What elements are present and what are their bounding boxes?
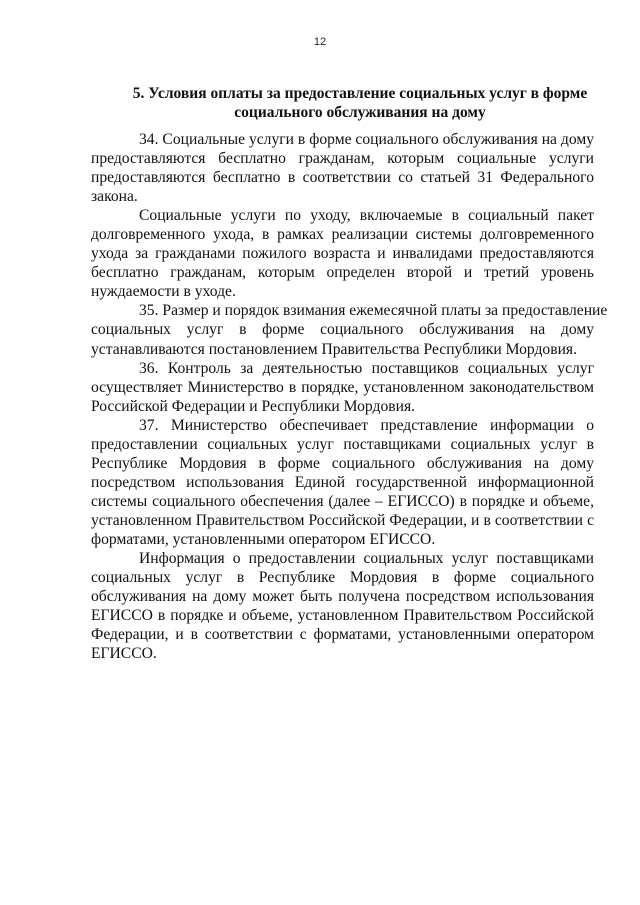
paragraph-34 [91,130,594,206]
paragraph-36 [91,359,594,416]
text-line: ЕГИССО. [91,645,157,663]
section-heading [120,84,600,122]
text-line: 35. Размер и порядок взимания ежемесячной платы за предоставление [139,302,608,320]
text-line: социальных услуг в форме социального обслуживания на дому [91,321,594,339]
text-line: посредством использования Единой государственной информационной [91,473,594,491]
text-line: предоставляются бесплатно гражданам, которым социальные услуги [91,150,594,168]
text-line: нуждаемости в уходе. [91,283,236,301]
text-line: системы социального обеспечения (далее – ЕГИССО) в порядке и объеме, [91,492,594,510]
text-line: ЕГИССО в порядке и объеме, установленном Правительством Российской [91,607,594,625]
text-line: предоставлении социальных услуг поставщиками социальных услуг в [91,435,594,453]
text-line: закона. [91,188,138,206]
section-heading-line: 5. Условия оплаты за предоставление социальных услуг в форме [132,85,588,102]
text-line: социальных услуг в Республике Мордовия в форме социального [91,569,594,587]
text-line: установленном Правительством Российской Федерации, и в соответствии с [91,511,594,529]
text-line: долговременного ухода, в рамках реализации системы долговременного [91,226,594,244]
paragraph-35 [91,301,608,358]
text-line: ухода за гражданами пожилого возраста и инвалидами предоставляются [91,245,594,263]
text-line: форматами, установленными оператором ЕГИССО. [91,530,436,548]
text-line: Российской Федерации и Республики Мордовия. [91,397,416,415]
text-line: Республике Мордовия в форме социального обслуживания на дому [91,454,594,472]
text-line: 36. Контроль за деятельностью поставщиков социальных услуг [139,359,594,377]
page-number: 12 [313,36,327,48]
paragraph-37-continued [91,549,594,663]
paragraph-37 [91,416,594,549]
text-line: предоставляются бесплатно в соответствии со статьей 31 Федерального [91,169,594,187]
text-line: бесплатно гражданам, которым определен второй и третий уровень [91,264,594,282]
text-line: осуществляет Министерство в порядке, установленном законодательством [91,378,594,396]
document-body [91,130,608,663]
text-line: Социальные услуги по уходу, включаемые в социальный пакет [139,207,594,225]
text-line: устанавливаются постановлением Правительства Республики Мордовия. [91,340,578,358]
text-line: 34. Социальные услуги в форме социального обслуживания на дому [139,131,594,148]
text-line: 37. Министерство обеспечивает представление информации о [139,416,594,434]
text-line: Информация о предоставлении социальных услуг поставщиками [139,550,594,568]
text-line: Федерации, и в соответствии с форматами, установленными оператором [91,626,594,644]
section-heading-line: социального обслуживания на дому [234,104,486,121]
paragraph-34-continued [91,206,594,301]
text-line: обслуживания на дому может быть получена посредством использования [91,588,594,606]
